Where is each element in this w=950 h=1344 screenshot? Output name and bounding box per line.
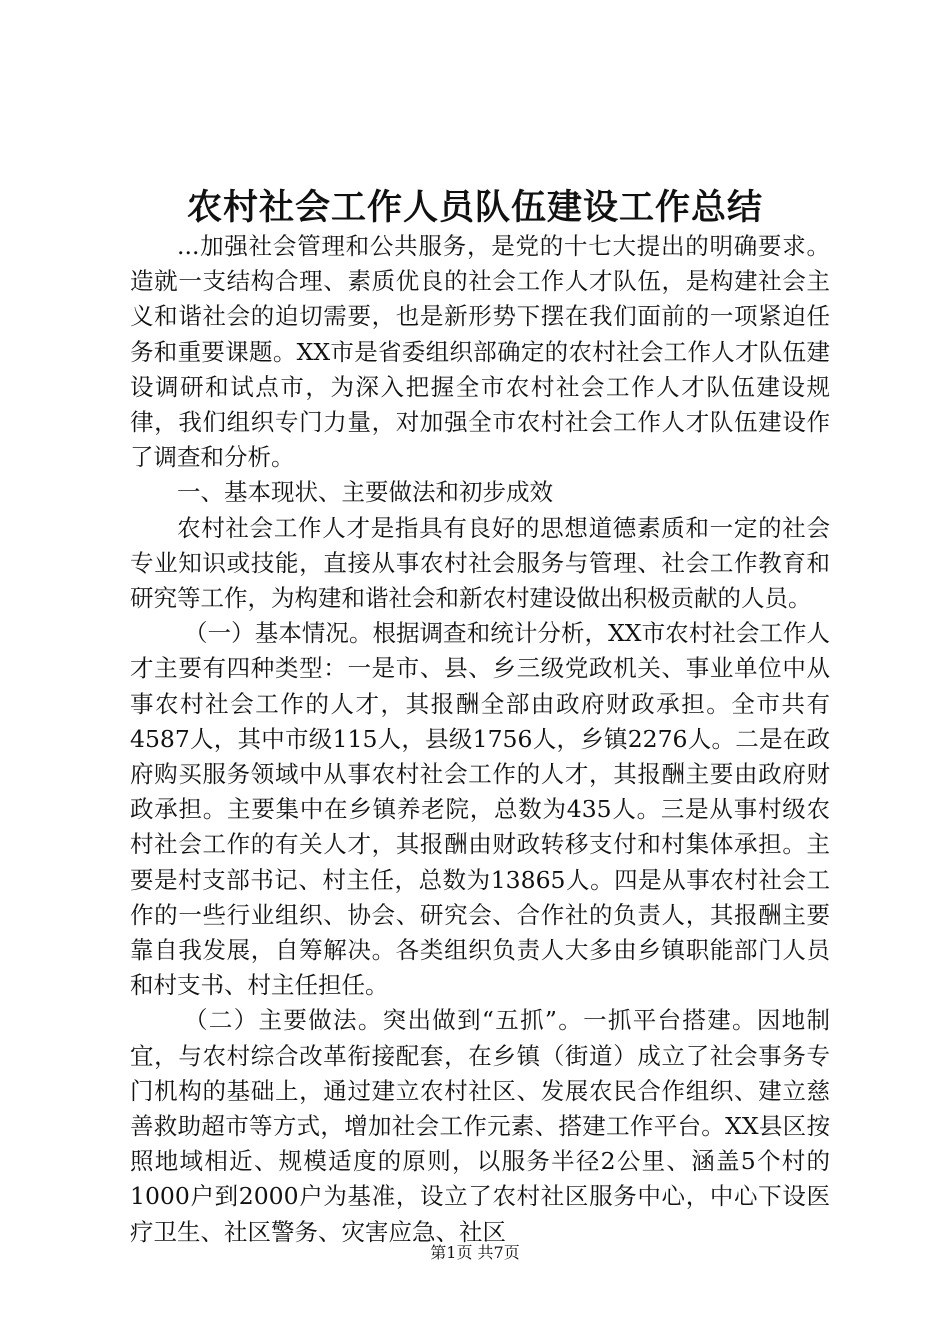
- page-number-footer: 第1页 共7页: [430, 1243, 520, 1262]
- paragraph-definition: 农村社会工作人才是指具有良好的思想道德素质和一定的社会专业知识或技能，直接从事农村社会服务与管理、社会工作教育和研究等工作，为构建和谐社会和新农村建设做出积极贡献的人员。: [130, 513, 830, 613]
- document-title: 农村社会工作人员队伍建设工作总结: [186, 187, 763, 228]
- document-body: [130, 229, 830, 1250]
- paragraph-basic-situation: （一）基本情况。根据调查和统计分析，XX市农村社会工作人才主要有四种类型：一是市、县、乡三级党政机关、事业单位中从事农村社会工作的人才，其报酬全部由政府财政承担。全市共有4587人，其中市级115人，县级1756人，乡镇2276人。二是在政府购买服务领域中从事农村社会工作的人才，其报酬主要由政府财政承担。主要集中在乡镇养老院，总数为435人。三是从事村级农村社会工作的有关人才，其报酬由财政转移支付和村集体承担。主要是村支部书记、村主任，总数为13865人。四是从事农村社会工作的一些行业组织、协会、研究会、合作社的负责人，其报酬主要靠自我发展，自筹解决。各类组织负责人大多由乡镇职能部门人员和村支书、村主任担任。: [130, 619, 830, 1000]
- paragraph-intro: ...加强社会管理和公共服务，是党的十七大提出的明确要求。造就一支结构合理、素质优良的社会工作人才队伍，是构建社会主义和谐社会的迫切需要，也是新形势下摆在我们面前的一项紧迫任务和重要课题。XX市是省委组织部确定的农村社会工作人才队伍建设调研和试点市，为深入把握全市农村社会工作人才队伍建设规律，我们组织专门力量，对加强全市农村社会工作人才队伍建设作了调查和分析。: [130, 232, 830, 472]
- paragraph-main-practices: （二）主要做法。突出做到“五抓”。一抓平台搭建。因地制宜，与农村综合改革衔接配套，在乡镇（街道）成立了社会事务专门机构的基础上，通过建立农村社区、发展农民合作组织、建立慈善救助超市等方式，增加社会工作元素、搭建工作平台。XX县区按照地域相近、规模适度的原则，以服务半径2公里、涵盖5个村的1000户到2000户为基准，设立了农村社区服务中心，中心下设医疗卫生、社区警务、灾害应急、社区: [130, 1006, 830, 1246]
- section-heading: 一、基本现状、主要做法和初步成效: [177, 478, 553, 507]
